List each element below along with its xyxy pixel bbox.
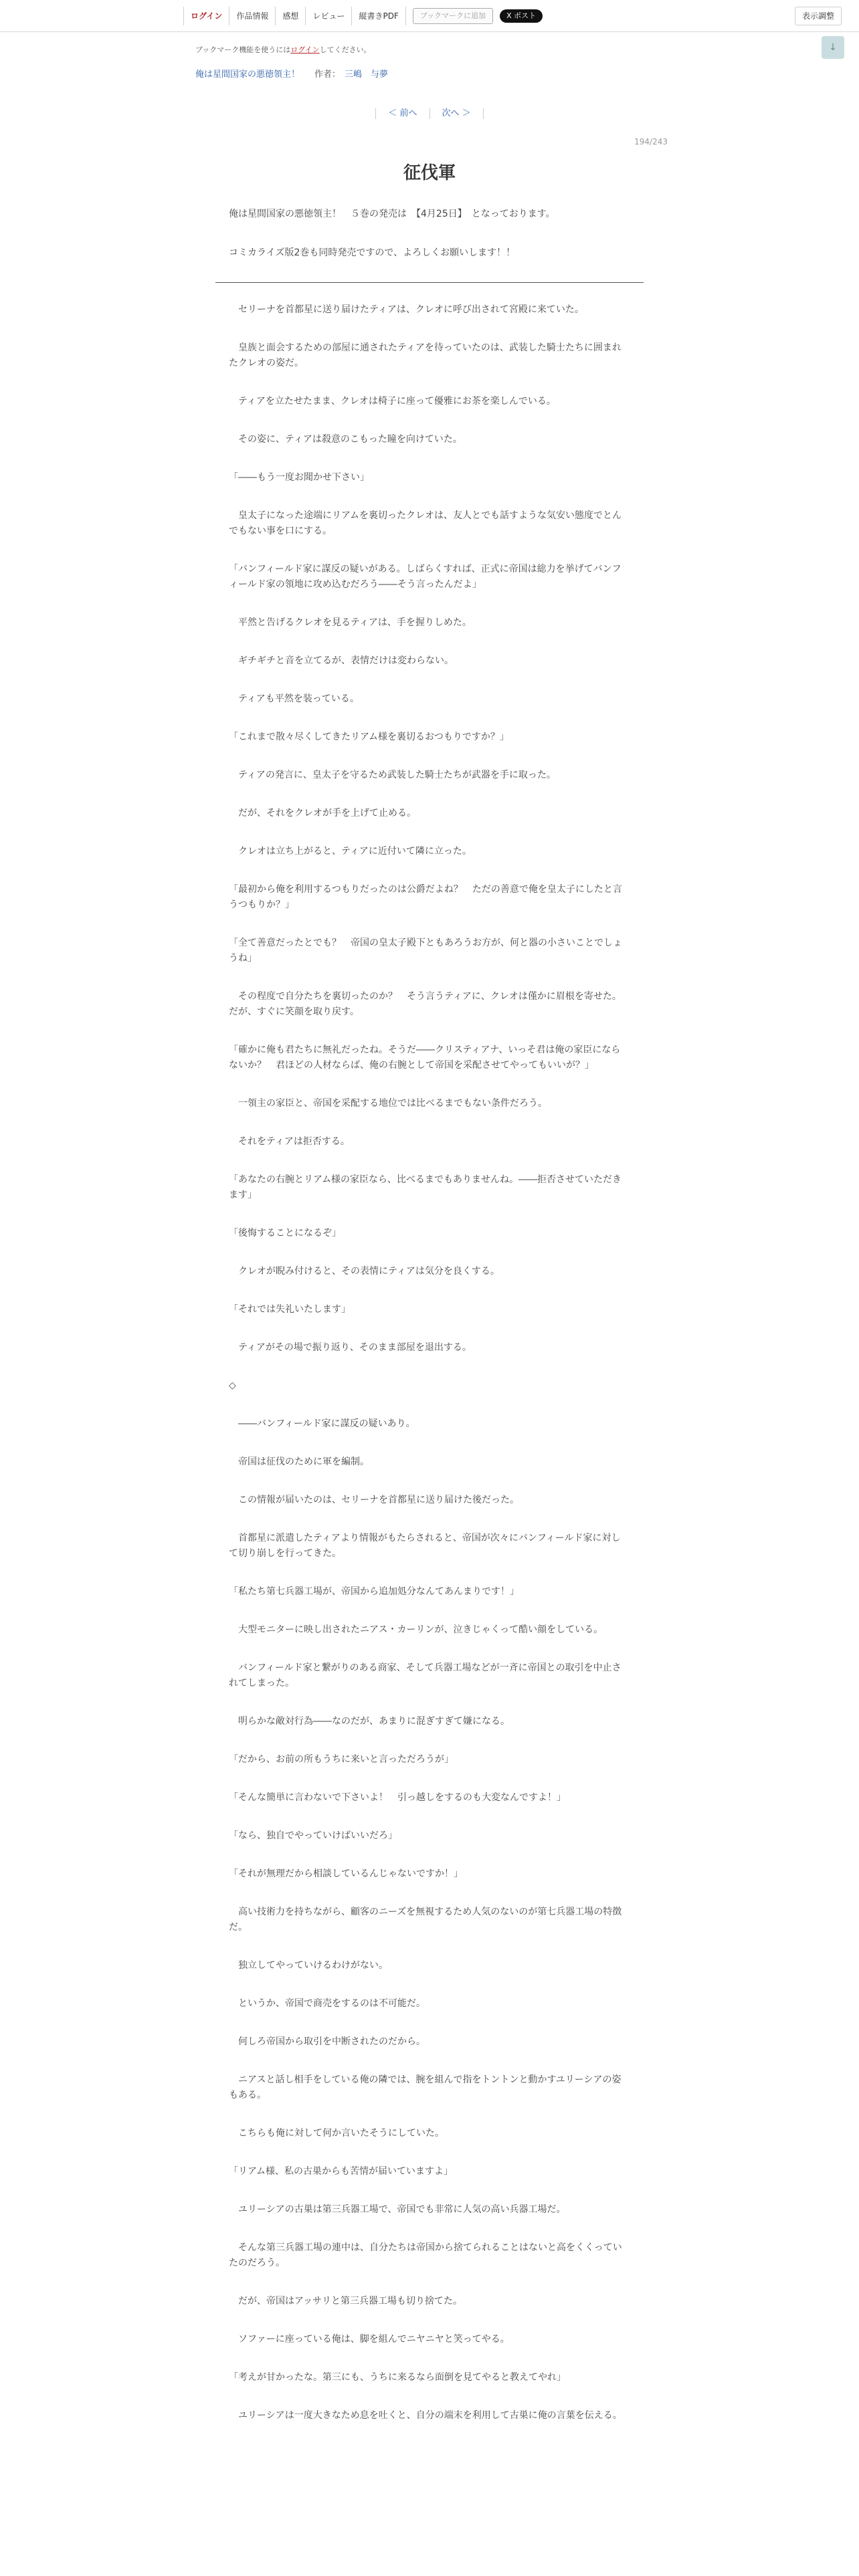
body-paragraph: こちらも俺に対して何か言いたそうにしていた。 bbox=[229, 2128, 444, 2139]
body-paragraph: 「だから、お前の所もうちに来いと言っただろうが」 bbox=[229, 1754, 454, 1765]
prev-chapter-link[interactable]: ＜ 前へ bbox=[388, 108, 417, 118]
work-info bbox=[195, 67, 388, 80]
arrow-down-icon[interactable]: ↓ bbox=[822, 36, 844, 59]
body-paragraph: 皇太子になった途端にリアムを裏切ったクレオは、友人とでも話すような気安い態度でとんでもない事を口にする。 bbox=[229, 510, 622, 536]
top-header bbox=[0, 0, 859, 32]
body-paragraph: クレオが睨み付けると、その表情にティアは気分を良くする。 bbox=[229, 1266, 500, 1277]
nav-review-link[interactable]: レビュー bbox=[306, 7, 352, 25]
nav-login-link[interactable]: ログイン bbox=[183, 7, 229, 25]
author-label: 作者： bbox=[314, 70, 341, 80]
body-paragraph: ティアを立たせたまま、クレオは椅子に座って優雅にお茶を楽しんでいる。 bbox=[229, 396, 556, 407]
body-paragraph: 何しろ帝国から取引を中断されたのだから。 bbox=[229, 2036, 425, 2047]
body-paragraph: ギチギチと音を立てるが、表情だけは変わらない。 bbox=[229, 655, 454, 666]
notice-text-after: してください。 bbox=[319, 45, 371, 54]
body-paragraph: 「考えが甘かったな。第三にも、うちに来るなら面倒を見てやると教えてやれ」 bbox=[229, 2372, 566, 2383]
body-paragraph: 「――もう一度お聞かせ下さい」 bbox=[229, 472, 369, 483]
chapter-body bbox=[229, 302, 626, 2446]
body-paragraph: 首都星に派遣したティアより情報がもたらされると、帝国が次々にバンフィールド家に対して切り崩しを行ってきた。 bbox=[229, 1533, 621, 1559]
body-paragraph: 明らかな敵対行為――なのだが、あまりに混ぎすぎて嫌になる。 bbox=[229, 1716, 510, 1727]
body-paragraph: ティアがその場で振り返り、そのまま部屋を退出する。 bbox=[229, 1342, 472, 1353]
body-paragraph: クレオは立ち上がると、ティアに近付いて隣に立った。 bbox=[229, 846, 472, 857]
body-paragraph: 「確かに俺も君たちに無礼だったね。そうだ――クリスティアナ、いっそ君は俺の家臣にならないか？ 君ほどの人材ならば、俺の右腕として帝国を采配させてやってもいいが？」 bbox=[229, 1045, 621, 1071]
body-paragraph: 「あなたの右腕とリアム様の家臣なら、比べるまでもありませんね。――拒否させていただきます」 bbox=[229, 1174, 622, 1200]
body-paragraph: 「バンフィールド家に謀反の疑いがある。しばらくすれば、正式に帝国は総力を挙げてバンフィールド家の領地に攻め込むだろう――そう言ったんだよ」 bbox=[229, 564, 622, 590]
body-paragraph: ソファーに座っている俺は、脚を組んでニヤニヤと笑ってやる。 bbox=[229, 2334, 510, 2345]
body-paragraph: だが、それをクレオが手を上げて止める。 bbox=[229, 808, 416, 819]
foreword-divider bbox=[215, 282, 644, 283]
body-paragraph: そんな第三兵器工場の連中は、自分たちは帝国から捨てられることはないと高をくくっていたのだろう。 bbox=[229, 2242, 622, 2268]
body-paragraph: 皇族と面会するための部屋に通されたティアを待っていたのは、武装した騎士たちに囲まれたクレオの姿だ。 bbox=[229, 342, 622, 368]
chapter-pager bbox=[0, 106, 859, 119]
body-paragraph: ユリーシアは一度大きなため息を吐くと、自分の端末を利用して古巣に俺の言葉を伝える。 bbox=[229, 2410, 622, 2421]
body-paragraph: 平然と告げるクレオを見るティアは、手を握りしめた。 bbox=[229, 617, 472, 628]
body-paragraph: というか、帝国で商売をするのは不可能だ。 bbox=[229, 1998, 425, 2009]
body-paragraph: ティアも平然を装っている。 bbox=[229, 693, 359, 704]
notice-login-link[interactable]: ログイン bbox=[290, 45, 320, 54]
body-paragraph: 独立してやっていけるわけがない。 bbox=[229, 1960, 388, 1971]
add-bookmark-button[interactable]: ブックマークに追加 bbox=[413, 8, 493, 24]
body-paragraph: その姿に、ティアは殺意のこもった瞳を向けていた。 bbox=[229, 434, 462, 445]
login-notice bbox=[195, 44, 371, 55]
body-paragraph: だが、帝国はアッサリと第三兵器工場も切り捨てた。 bbox=[229, 2296, 463, 2306]
pager-divider bbox=[375, 108, 376, 119]
body-paragraph: 「全て善意だったとでも？ 帝国の皇太子殿下ともあろうお方が、何と器の小さいことでしょうね」 bbox=[229, 938, 622, 964]
foreword-line: 俺は星間国家の悪徳領主！ ５巻の発売は 【4月25日】 となっております。 bbox=[229, 209, 555, 219]
body-paragraph: 高い技術力を持ちながら、顧客のニーズを無視するため人気のないのが第七兵器工場の特徴だ。 bbox=[229, 1907, 622, 1933]
foreword-line: コミカライズ版2巻も同時発売ですので、よろしくお願いします！！ bbox=[229, 247, 516, 258]
nav-impressions-link[interactable]: 感想 bbox=[276, 7, 306, 25]
display-settings-button[interactable]: 表示調整 bbox=[795, 7, 842, 25]
nav-vertical-pdf-link[interactable]: 縦書きPDF bbox=[352, 7, 405, 25]
body-paragraph: ◇ bbox=[229, 1380, 236, 1391]
body-paragraph: 一領主の家臣と、帝国を采配する地位では比べるまでもない条件だろう。 bbox=[229, 1098, 547, 1109]
next-chapter-link[interactable]: 次へ ＞ bbox=[442, 108, 471, 118]
pager-divider bbox=[483, 108, 484, 119]
body-paragraph: セリーナを首都星に送り届けたティアは、クレオに呼び出されて宮殿に来ていた。 bbox=[229, 304, 584, 315]
notice-text-before: ブックマーク機能を使うには bbox=[195, 45, 291, 54]
work-title-link[interactable]: 俺は星間国家の悪徳領主！ bbox=[195, 70, 300, 80]
body-paragraph: バンフィールド家と繋がりのある商家、そして兵器工場などが一斉に帝国との取引を中止されてしまった。 bbox=[229, 1662, 622, 1689]
body-paragraph: ユリーシアの古巣は第三兵器工場で、帝国でも非常に人気の高い兵器工場だ。 bbox=[229, 2204, 566, 2215]
author-link[interactable]: 三嶋 与夢 bbox=[345, 70, 389, 80]
body-paragraph: 「私たち第七兵器工場が、帝国から追加処分なんてあんまりです！」 bbox=[229, 1586, 519, 1597]
body-paragraph: ティアの発言に、皇太子を守るため武装した騎士たちが武器を手に取った。 bbox=[229, 770, 556, 780]
body-paragraph: 「それが無理だから相談しているんじゃないですか！」 bbox=[229, 1868, 463, 1879]
body-paragraph: 大型モニターに映し出されたニアス・カーリンが、泣きじゃくって酷い顔をしている。 bbox=[229, 1624, 603, 1635]
body-paragraph: 「そんな簡単に言わないで下さいよ！ 引っ越しをするのも大変なんですよ！」 bbox=[229, 1792, 566, 1803]
body-paragraph: この情報が届いたのは、セリーナを首都星に送り届けた後だった。 bbox=[229, 1495, 519, 1505]
body-paragraph: 帝国は征伐のために軍を編制。 bbox=[229, 1457, 369, 1467]
body-paragraph: それをティアは拒否する。 bbox=[229, 1136, 350, 1147]
body-paragraph: 「後悔することになるぞ」 bbox=[229, 1228, 341, 1239]
x-post-button[interactable]: X ポスト bbox=[500, 9, 543, 23]
body-paragraph: ニアスと話し相手をしている俺の隣では、腕を組んで指をトントンと動かすユリーシアの姿もある。 bbox=[229, 2074, 622, 2101]
chapter-title: 征伐軍 bbox=[403, 163, 456, 183]
foreword bbox=[229, 206, 644, 284]
main-nav bbox=[183, 7, 543, 25]
page-count: 194/243 bbox=[634, 137, 668, 146]
body-paragraph: 「これまで散々尽くしてきたリアム様を裏切るおつもりですか？」 bbox=[229, 732, 509, 742]
body-paragraph: 「最初から俺を利用するつもりだったのは公爵だよね？ ただの善意で俺を皇太子にしたと言うつもりか？」 bbox=[229, 884, 622, 910]
body-paragraph: 「リアム様、私の古巣からも苦情が届いていますよ」 bbox=[229, 2166, 454, 2177]
body-paragraph: ――バンフィールド家に謀反の疑いあり。 bbox=[229, 1418, 415, 1429]
body-paragraph: 「それでは失礼いたします」 bbox=[229, 1304, 351, 1315]
nav-work-info-link[interactable]: 作品情報 bbox=[229, 7, 276, 25]
body-paragraph: その程度で自分たちを裏切ったのか？ そう言うティアに、クレオは僅かに眉根を寄せた。だが、すぐに笑顔を取り戻す。 bbox=[229, 991, 622, 1017]
body-paragraph: 「なら、独自でやっていけばいいだろ」 bbox=[229, 1830, 397, 1841]
